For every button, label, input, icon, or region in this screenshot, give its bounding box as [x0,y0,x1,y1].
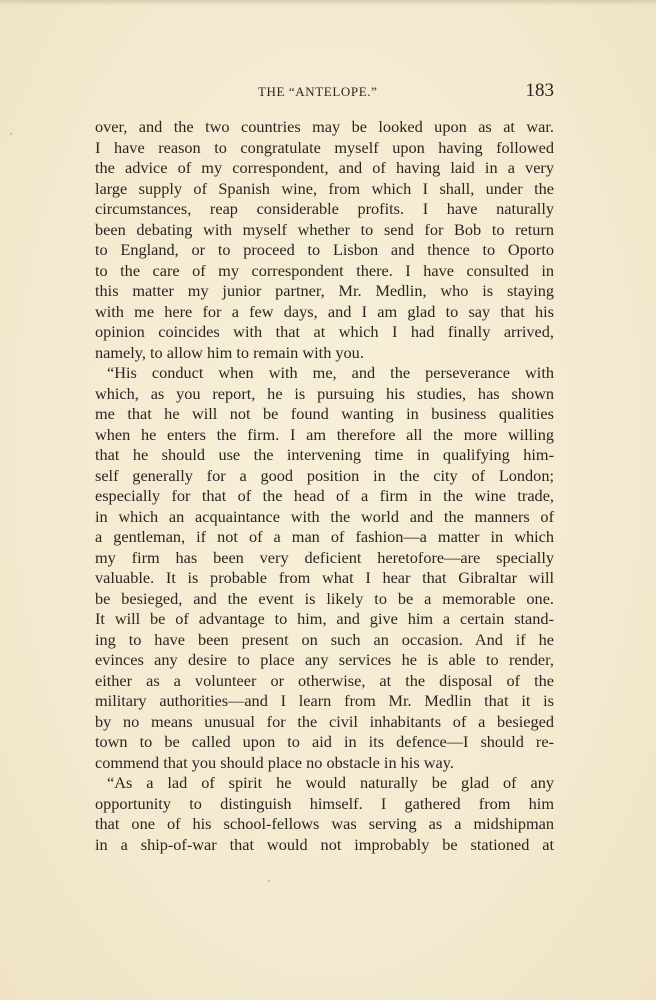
text-line: that one of his school-fellows was serving as a midshipman [95,814,554,833]
text-line: I have reason to congratulate myself upon having followed [95,137,554,157]
text-line: commend that you should place no obstacle in his way. [95,752,454,772]
running-head: THE “ANTELOPE.” [258,84,378,99]
text-line: namely, to allow him to remain with you. [95,342,364,362]
text-line: to the care of my correspondent there. I have consulted in [95,260,554,280]
page-header [96,80,554,104]
text-line: my firm has been very deficient heretofore—are specially [95,547,554,567]
text-line: when he enters the firm. I am therefore all the more willing [95,424,554,444]
text-line: over, and the two countries may be looked upon as at war. [95,117,554,136]
text-line: which, as you report, he is pursuing his studies, has shown [95,383,554,403]
text-line: that he should use the intervening time in qualifying him- [95,445,554,464]
page-top-edge [0,0,656,6]
text-line: self generally for a good position in the city of London; [95,465,554,485]
text-line: a gentleman, if not of a man of fashion—a matter in which [95,527,554,546]
text-line: large supply of Spanish wine, from which I shall, under the [95,178,554,198]
text-line: this matter my junior partner, Mr. Medlin, who is staying [95,281,554,300]
text-line: by no means unusual for the civil inhabitants of a besieged [95,711,554,731]
text-line: to England, or to proceed to Lisbon and thence to Oporto [95,240,554,259]
text-line: opinion coincides with that at which I had finally arrived, [95,322,554,341]
text-line: in a ship-of-war that would not improbably be stationed at [95,834,554,854]
page-number: 183 [525,80,554,101]
text-line: opportunity to distinguish himself. I gathered from him [95,793,554,813]
text-line: “As a lad of spirit he would naturally be glad of any [107,773,554,792]
text-line: the advice of my correspondent, and of having laid in a very [95,158,554,177]
body-text [95,117,554,855]
paper-speck [268,880,270,882]
text-line: military authorities—and I learn from Mr. Medlin that it is [95,691,554,710]
text-line: “His conduct when with me, and the perseverance with [107,363,554,382]
text-line: be besieged, and the event is likely to be a memorable one. [95,588,554,608]
text-line: It will be of advantage to him, and give him a certain stand- [95,609,554,628]
text-line: especially for that of the head of a firm in the wine trade, [95,486,554,505]
text-line: either as a volunteer or otherwise, at the disposal of the [95,670,554,690]
text-line: me that he will not be found wanting in business qualities [95,404,554,423]
text-line: valuable. It is probable from what I hear that Gibraltar will [95,568,554,587]
text-line: with me here for a few days, and I am glad to say that his [95,301,554,321]
text-line: town to be called upon to aid in its defence—I should re- [95,732,554,751]
paper-speck [10,133,12,135]
text-line: ing to have been present on such an occasion. And if he [95,629,554,649]
text-line: evinces any desire to place any services he is able to render, [95,650,554,669]
text-line: been debating with myself whether to send for Bob to return [95,219,554,239]
text-line: in which an acquaintance with the world and the manners of [95,506,554,526]
text-line: circumstances, reap considerable profits. I have naturally [95,199,554,218]
